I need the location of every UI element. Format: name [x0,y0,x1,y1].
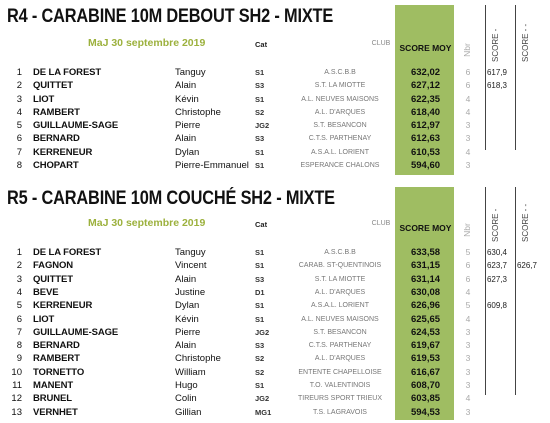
row-rank: 12 [11,393,22,405]
table-row [0,146,550,159]
row-nbr: 5 [465,300,471,311]
row-last-name: MANENT [33,380,74,391]
row-score-moy: 612,97 [410,120,441,131]
row-score-moy: 610,53 [410,146,441,158]
header-nbr: Nbr [462,223,472,237]
row-score-moy: 633,58 [410,247,441,258]
row-club: ESPERANCE CHALONS [300,161,380,169]
row-score-moy: 627,12 [410,80,441,92]
row-first-name: Vincent [175,260,207,272]
row-category: S1 [255,261,265,271]
row-club: A.S.C.B.B [324,249,356,256]
row-category: S3 [255,274,265,284]
row-last-name: BERNARD [33,133,80,145]
row-club: S.T. BESANCON [313,122,367,129]
row-score-moy: 616,67 [410,366,441,378]
row-club: A.L. NEUVES MAISONS [301,95,379,103]
row-first-name: Hugo [175,380,198,391]
row-category: S1 [255,248,265,257]
table-row [0,259,550,272]
table-row [0,159,550,172]
header-nbr: Nbr [462,43,472,57]
row-last-name: BEVE [33,286,59,298]
row-club: A.S.A.L. LORIENT [311,302,369,310]
row-category: S3 [255,134,265,144]
row-first-name: Dylan [175,300,200,312]
row-nbr: 6 [465,260,471,271]
table-row [0,352,550,365]
row-nbr: 6 [465,67,471,77]
row-nbr: 4 [465,313,471,324]
row-score-1: 623,7 [486,261,508,271]
row-category: S1 [255,68,265,77]
row-nbr: 3 [465,353,471,364]
row-last-name: FAGNON [33,260,74,272]
row-last-name: BERNARD [33,340,80,352]
row-rank: 10 [11,366,22,378]
row-category: JG2 [255,327,270,337]
row-score-moy: 608,70 [410,380,441,391]
row-club: C.T.S. PARTHENAY [308,342,372,350]
row-score-moy: 625,65 [410,313,441,325]
row-nbr: 5 [465,247,471,257]
row-nbr: 3 [465,326,471,337]
row-rank: 3 [16,273,22,285]
header-cat: Cat [255,40,268,49]
row-first-name: Pierre-Emmanuel [175,159,249,171]
update-date: MaJ 30 septembre 2019 [88,217,206,229]
row-category: S1 [255,94,265,104]
row-club: C.T.S. PARTHENAY [308,135,372,143]
row-score-moy: 618,40 [410,106,441,118]
row-first-name: Kévin [175,93,199,105]
row-category: S1 [255,381,265,390]
row-first-name: Tanguy [175,67,206,78]
table-row [0,132,550,145]
row-nbr: 3 [465,380,471,390]
row-club: A.L. D'ARQUES [314,288,366,296]
row-nbr: 4 [465,393,471,404]
row-score-moy: 619,67 [410,340,441,352]
row-score-moy: 603,85 [410,393,441,405]
row-rank: 2 [16,260,22,272]
header-club: CLUB [371,40,391,47]
row-first-name: Kévin [175,313,199,325]
row-category: S1 [255,301,265,311]
row-last-name: LIOT [33,93,55,105]
row-nbr: 3 [465,133,471,144]
row-nbr: 6 [465,273,471,284]
row-last-name: DE LA FOREST [33,247,102,258]
ranking-section-r4 [0,0,550,178]
row-nbr: 6 [465,80,471,91]
row-rank: 8 [16,159,22,171]
row-score-moy: 626,96 [410,300,441,312]
row-category: S1 [255,160,265,170]
row-club: TIREURS SPORT TRIEUX [297,395,383,403]
row-score-moy: 622,35 [410,93,441,105]
header-score-moy: SCORE MOY [399,43,452,53]
header-score-1: SCORE - [491,208,500,242]
row-score-moy: 631,15 [410,260,441,272]
table-row [0,392,550,405]
table-row [0,339,550,352]
header-score-2: SCORE - - [521,23,530,62]
row-last-name: LIOT [33,313,55,325]
row-club: A.L. D'ARQUES [314,355,366,363]
row-club: S.T. LA MIOTTE [314,275,366,283]
row-first-name: Alain [175,340,197,352]
row-rank: 6 [16,313,22,325]
row-category: MG1 [255,407,272,417]
row-first-name: Alain [175,80,197,92]
row-last-name: DE LA FOREST [33,67,102,78]
table-row [0,119,550,132]
row-category: D1 [255,287,265,297]
row-last-name: QUITTET [33,80,73,92]
row-first-name: Colin [175,393,197,405]
header-score-1: SCORE - [491,28,500,62]
row-club: A.L. NEUVES MAISONS [301,315,379,323]
row-first-name: Dylan [175,146,200,158]
row-last-name: QUITTET [33,273,73,285]
row-first-name: Alain [175,273,197,285]
row-score-1: 627,3 [486,274,508,284]
row-club: T.S. LAGRAVOIS [313,408,367,416]
row-club: S.T. LA MIOTTE [314,82,366,90]
row-first-name: Christophe [175,353,221,365]
section-title: R4 - CARABINE 10M DEBOUT SH2 - MIXTE [7,6,334,27]
table-row [0,366,550,379]
table-row [0,379,550,392]
row-club: CARAB. ST-QUENTINOIS [298,262,382,270]
row-rank: 11 [12,380,22,391]
row-rank: 8 [16,340,22,352]
row-nbr: 3 [465,406,471,417]
row-score-moy: 631,14 [410,273,441,285]
row-score-1: 630,4 [486,248,508,257]
row-club: A.L. D'ARQUES [314,108,366,116]
table-row [0,313,550,326]
row-first-name: Justine [175,286,206,298]
row-last-name: VERNHET [33,406,78,418]
table-row [0,326,550,339]
row-club: ENTENTE CHAPELLOISE [298,368,382,376]
table-row [0,106,550,119]
row-rank: 2 [16,80,22,92]
row-first-name: Christophe [175,106,221,118]
row-last-name: RAMBERT [33,353,80,365]
row-rank: 9 [16,353,22,365]
row-last-name: BRUNEL [33,393,72,405]
row-last-name: KERRENEUR [33,300,93,312]
row-club: T.O. VALENTINOIS [309,382,371,389]
table-row [0,299,550,312]
row-category: S3 [255,81,265,91]
row-nbr: 4 [465,106,471,117]
table-row [0,273,550,286]
row-first-name: Pierre [175,326,201,338]
header-club: CLUB [371,220,391,227]
section-title: R5 - CARABINE 10M COUCHÉ SH2 - MIXTE [7,188,335,209]
table-row [0,79,550,92]
table-row [0,66,550,79]
row-score-1: 609,8 [486,301,508,311]
row-rank: 7 [16,326,22,338]
row-rank: 3 [16,93,22,105]
row-last-name: RAMBERT [33,106,80,118]
update-date: MaJ 30 septembre 2019 [88,37,206,49]
row-score-moy: 594,60 [410,159,441,171]
row-score-1: 617,9 [486,68,508,77]
row-score-moy: 619,53 [410,353,441,365]
row-rank: 6 [16,133,22,145]
table-row [0,93,550,106]
row-rank: 4 [16,286,22,298]
row-category: JG2 [255,394,270,404]
row-club: A.S.C.B.B [324,69,356,76]
row-first-name: Alain [175,133,197,145]
row-nbr: 3 [465,159,471,170]
row-rank: 5 [16,300,22,312]
row-score-1: 618,3 [486,81,508,91]
row-score-moy: 632,02 [410,67,441,78]
row-category: S1 [255,314,265,324]
row-score-moy: 624,53 [410,326,441,338]
row-score-moy: 594,53 [410,406,441,418]
table-row [0,286,550,299]
row-last-name: TORNETTO [33,366,85,378]
row-score-2: 626,7 [516,261,538,271]
row-category: JG2 [255,121,270,130]
row-category: S3 [255,341,265,351]
row-last-name: CHOPART [33,159,79,171]
row-nbr: 3 [465,340,471,351]
row-nbr: 4 [465,286,471,297]
row-rank: 1 [16,67,22,78]
row-category: S2 [255,367,265,377]
row-rank: 4 [16,106,22,118]
row-club: S.T. BESANCON [313,328,367,336]
row-club: A.S.A.L. LORIENT [311,148,369,156]
row-nbr: 3 [465,120,471,130]
row-nbr: 3 [465,366,471,377]
header-cat: Cat [255,220,268,229]
row-first-name: William [175,366,206,378]
header-score-moy: SCORE MOY [399,223,452,233]
row-nbr: 4 [465,93,471,104]
row-first-name: Tanguy [175,247,206,258]
row-rank: 7 [16,146,22,158]
row-score-moy: 630,08 [410,286,441,298]
table-row [0,406,550,419]
row-category: S1 [255,147,265,157]
row-category: S2 [255,354,265,364]
header-score-2: SCORE - - [521,203,530,242]
row-score-moy: 612,63 [410,133,441,145]
row-last-name: GUILLAUME-SAGE [33,326,119,338]
row-first-name: Gillian [175,406,202,418]
row-rank: 1 [16,247,22,258]
row-category: S2 [255,107,265,117]
row-rank: 13 [11,406,22,418]
row-first-name: Pierre [175,120,201,131]
row-last-name: GUILLAUME-SAGE [33,120,119,131]
row-nbr: 4 [465,146,471,157]
table-row [0,246,550,259]
row-last-name: KERRENEUR [33,146,93,158]
row-rank: 5 [16,120,22,131]
ranking-section-r5 [0,182,550,423]
